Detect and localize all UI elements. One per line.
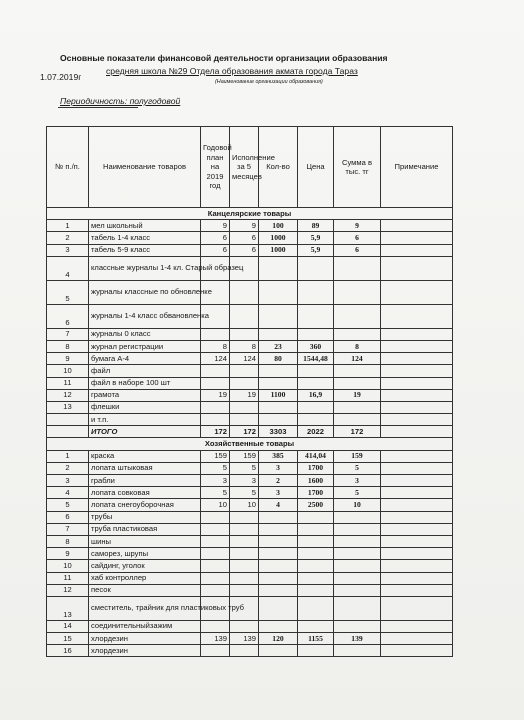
execution: 6 [230,232,259,244]
note [381,596,453,620]
section-row-household [47,438,453,450]
col-header-execution: Исполнение за 5 месяцев [230,127,259,208]
row-number: 9 [47,353,89,365]
price: 5,9 [298,232,334,244]
row-number: 8 [47,535,89,547]
note [381,584,453,596]
quantity: 3 [259,462,298,474]
table-row [47,584,453,596]
sum [334,304,381,328]
quantity: 3303 [259,426,298,438]
table-row [47,475,453,487]
annual-plan [201,401,230,413]
quantity: 1000 [259,244,298,256]
row-number: 4 [47,487,89,499]
quantity [259,414,298,426]
item-name: классные журналы 1-4 кл. Старый образец [89,256,201,280]
item-name: лопата штыковая [89,462,201,474]
quantity: 2 [259,475,298,487]
table-row [47,450,453,462]
table-row [47,560,453,572]
sum [334,365,381,377]
item-name: сайдинг, уголок [89,560,201,572]
table-header-row [47,127,453,208]
execution [230,560,259,572]
section-row-office [47,208,453,220]
execution [230,365,259,377]
item-name: соединительныйзажим [89,620,201,632]
execution: 6 [230,244,259,256]
execution [230,620,259,632]
sum: 6 [334,244,381,256]
price: 1700 [298,462,334,474]
table-row [47,340,453,352]
note [381,340,453,352]
row-number: 3 [47,244,89,256]
note [381,280,453,304]
note [381,511,453,523]
annual-plan: 5 [201,462,230,474]
table-row [47,499,453,511]
execution: 10 [230,499,259,511]
row-number: 9 [47,548,89,560]
quantity [259,584,298,596]
price [298,256,334,280]
quantity [259,511,298,523]
table-row [47,535,453,547]
quantity: 385 [259,450,298,462]
quantity [259,620,298,632]
reporting-period: Периодичность: полугодовой [60,96,181,106]
price: 1155 [298,633,334,645]
row-number: 12 [47,584,89,596]
quantity: 3 [259,487,298,499]
item-name: журналы 0 класс [89,328,201,340]
item-name: сместитель, трайник для пластиковых труб [89,596,201,620]
table-row [47,244,453,256]
section-title: Хозяйственные товары [47,438,453,450]
col-header-price: Цена [298,127,334,208]
item-name: журналы 1-4 класс обвановленка [89,304,201,328]
quantity: 23 [259,340,298,352]
note [381,377,453,389]
execution: 139 [230,633,259,645]
row-number: 1 [47,220,89,232]
sum: 10 [334,499,381,511]
execution [230,523,259,535]
quantity [259,328,298,340]
execution [230,645,259,657]
table-row [47,328,453,340]
row-number: 10 [47,560,89,572]
item-name: журнал регистрации [89,340,201,352]
sum [334,280,381,304]
price [298,280,334,304]
table-row [47,548,453,560]
note [381,220,453,232]
table-row [47,377,453,389]
table-row [47,365,453,377]
row-number: 11 [47,572,89,584]
price: 360 [298,340,334,352]
item-name: файл [89,365,201,377]
table-row [47,523,453,535]
execution: 9 [230,220,259,232]
row-number: 6 [47,304,89,328]
row-number: 16 [47,645,89,657]
table-row [47,596,453,620]
note [381,462,453,474]
row-number: 1 [47,450,89,462]
item-name: хлордезин [89,645,201,657]
sum [334,328,381,340]
price [298,523,334,535]
row-number: 15 [47,633,89,645]
sum [334,401,381,413]
price: 5,9 [298,244,334,256]
quantity [259,535,298,547]
quantity [259,645,298,657]
table-row [47,645,453,657]
price [298,365,334,377]
item-name: песок [89,584,201,596]
sum [334,511,381,523]
price: 2022 [298,426,334,438]
price [298,401,334,413]
sum: 8 [334,340,381,352]
row-number: 5 [47,499,89,511]
item-name: файл в наборе 100 шт [89,377,201,389]
annual-plan [201,560,230,572]
item-name: табель 1-4 класс [89,232,201,244]
item-name: флешки [89,401,201,413]
annual-plan: 6 [201,232,230,244]
item-name: мел школьный [89,220,201,232]
note [381,475,453,487]
execution [230,304,259,328]
annual-plan [201,511,230,523]
execution [230,280,259,304]
row-number: 13 [47,401,89,413]
sum: 9 [334,220,381,232]
note [381,389,453,401]
note [381,523,453,535]
execution [230,535,259,547]
execution: 5 [230,487,259,499]
sum [334,584,381,596]
row-number [47,426,89,438]
price: 1700 [298,487,334,499]
item-name: табель 5-9 класс [89,244,201,256]
sum: 19 [334,389,381,401]
annual-plan: 10 [201,499,230,511]
sum [334,377,381,389]
price: 2500 [298,499,334,511]
table-row [47,232,453,244]
table-row [47,633,453,645]
table-row [47,572,453,584]
row-number: 5 [47,280,89,304]
table-row [47,256,453,280]
table-row [47,487,453,499]
sum [334,548,381,560]
quantity [259,280,298,304]
quantity [259,304,298,328]
execution: 19 [230,389,259,401]
financial-indicators-table [46,126,453,657]
note [381,572,453,584]
annual-plan [201,548,230,560]
sum [334,560,381,572]
note [381,256,453,280]
price [298,572,334,584]
annual-plan: 159 [201,450,230,462]
row-number: 7 [47,328,89,340]
item-name: хаб контроллер [89,572,201,584]
note [381,304,453,328]
price [298,548,334,560]
table-row [47,389,453,401]
row-number: 3 [47,475,89,487]
sum [334,414,381,426]
annual-plan: 3 [201,475,230,487]
price [298,584,334,596]
price: 1600 [298,475,334,487]
note [381,645,453,657]
note [381,560,453,572]
sum: 3 [334,475,381,487]
sum [334,645,381,657]
table-row [47,462,453,474]
row-number: 2 [47,462,89,474]
quantity [259,596,298,620]
note [381,414,453,426]
row-number [47,414,89,426]
item-name: хлордезин [89,633,201,645]
sum [334,572,381,584]
sum: 139 [334,633,381,645]
note [381,450,453,462]
item-name: трубы [89,511,201,523]
price: 16,9 [298,389,334,401]
row-number: 11 [47,377,89,389]
annual-plan [201,620,230,632]
col-header-quantity: Кол-во [259,127,298,208]
price [298,596,334,620]
item-name: журналы классные по обновленке [89,280,201,304]
note [381,365,453,377]
col-header-plan: Годовой план на 2019 год [201,127,230,208]
execution: 3 [230,475,259,487]
sum: 159 [334,450,381,462]
annual-plan [201,328,230,340]
price [298,560,334,572]
note [381,633,453,645]
organization-name: средняя школа №29 Отдела образования акмата города Тараз [106,66,358,76]
table-row [47,304,453,328]
execution: 159 [230,450,259,462]
row-number: 14 [47,620,89,632]
sum: 172 [334,426,381,438]
row-number: 6 [47,511,89,523]
price [298,535,334,547]
quantity [259,560,298,572]
sum [334,596,381,620]
note [381,244,453,256]
execution: 8 [230,340,259,352]
quantity: 120 [259,633,298,645]
note [381,401,453,413]
price: 414,04 [298,450,334,462]
price: 1544,48 [298,353,334,365]
table-row [47,620,453,632]
price [298,620,334,632]
quantity: 1100 [259,389,298,401]
execution [230,401,259,413]
row-number: 4 [47,256,89,280]
item-name: лопата снегоуборочная [89,499,201,511]
annual-plan [201,523,230,535]
sum: 5 [334,462,381,474]
document-date: 1.07.2019г [40,72,82,82]
item-name: шины [89,535,201,547]
row-number: 7 [47,523,89,535]
annual-plan: 19 [201,389,230,401]
execution: 124 [230,353,259,365]
sum: 124 [334,353,381,365]
item-name: труба пластиковая [89,523,201,535]
quantity [259,256,298,280]
execution [230,414,259,426]
col-header-sum: Сумма в тыс. тг [334,127,381,208]
note [381,232,453,244]
col-header-number: № п./п. [47,127,89,208]
price [298,377,334,389]
quantity [259,365,298,377]
quantity: 80 [259,353,298,365]
annual-plan: 172 [201,426,230,438]
price: 89 [298,220,334,232]
total-label: ИТОГО [89,426,201,438]
price [298,511,334,523]
execution [230,572,259,584]
total-row [47,426,453,438]
execution [230,584,259,596]
annual-plan [201,572,230,584]
quantity [259,572,298,584]
execution: 5 [230,462,259,474]
annual-plan: 9 [201,220,230,232]
sum [334,523,381,535]
execution [230,328,259,340]
table-row [47,511,453,523]
quantity [259,523,298,535]
item-name: бумага А-4 [89,353,201,365]
sum [334,256,381,280]
quantity [259,377,298,389]
table-row [47,220,453,232]
note [381,426,453,438]
item-name: грамота [89,389,201,401]
annual-plan [201,377,230,389]
annual-plan [201,645,230,657]
col-header-note: Примечание [381,127,453,208]
quantity: 1000 [259,232,298,244]
price [298,645,334,657]
note [381,499,453,511]
price [298,328,334,340]
note [381,353,453,365]
note [381,620,453,632]
col-header-name: Наименование товаров [89,127,201,208]
item-name: и т.п. [89,414,201,426]
quantity: 4 [259,499,298,511]
organization-caption: (Наименование организации образования) [215,79,323,85]
row-number: 12 [47,389,89,401]
quantity [259,401,298,413]
price [298,414,334,426]
item-name: краска [89,450,201,462]
row-number: 10 [47,365,89,377]
item-name: лопата совковая [89,487,201,499]
table-row [47,401,453,413]
execution: 172 [230,426,259,438]
row-number: 8 [47,340,89,352]
annual-plan [201,584,230,596]
execution [230,548,259,560]
period-underline [58,107,138,108]
sum [334,535,381,547]
quantity [259,548,298,560]
sum: 6 [334,232,381,244]
note [381,535,453,547]
annual-plan: 5 [201,487,230,499]
row-number: 13 [47,596,89,620]
annual-plan: 6 [201,244,230,256]
table-row [47,280,453,304]
sum: 5 [334,487,381,499]
table-row [47,414,453,426]
quantity: 100 [259,220,298,232]
annual-plan [201,414,230,426]
annual-plan: 139 [201,633,230,645]
document-title: Основные показатели финансовой деятельности организации образования [60,53,388,63]
note [381,487,453,499]
sum [334,620,381,632]
note [381,548,453,560]
annual-plan: 124 [201,353,230,365]
item-name: грабли [89,475,201,487]
item-name: саморез, шрупы [89,548,201,560]
section-title: Канцелярские товары [47,208,453,220]
annual-plan: 8 [201,340,230,352]
note [381,328,453,340]
annual-plan [201,535,230,547]
price [298,304,334,328]
row-number: 2 [47,232,89,244]
table-row [47,353,453,365]
execution [230,511,259,523]
execution [230,377,259,389]
annual-plan [201,365,230,377]
